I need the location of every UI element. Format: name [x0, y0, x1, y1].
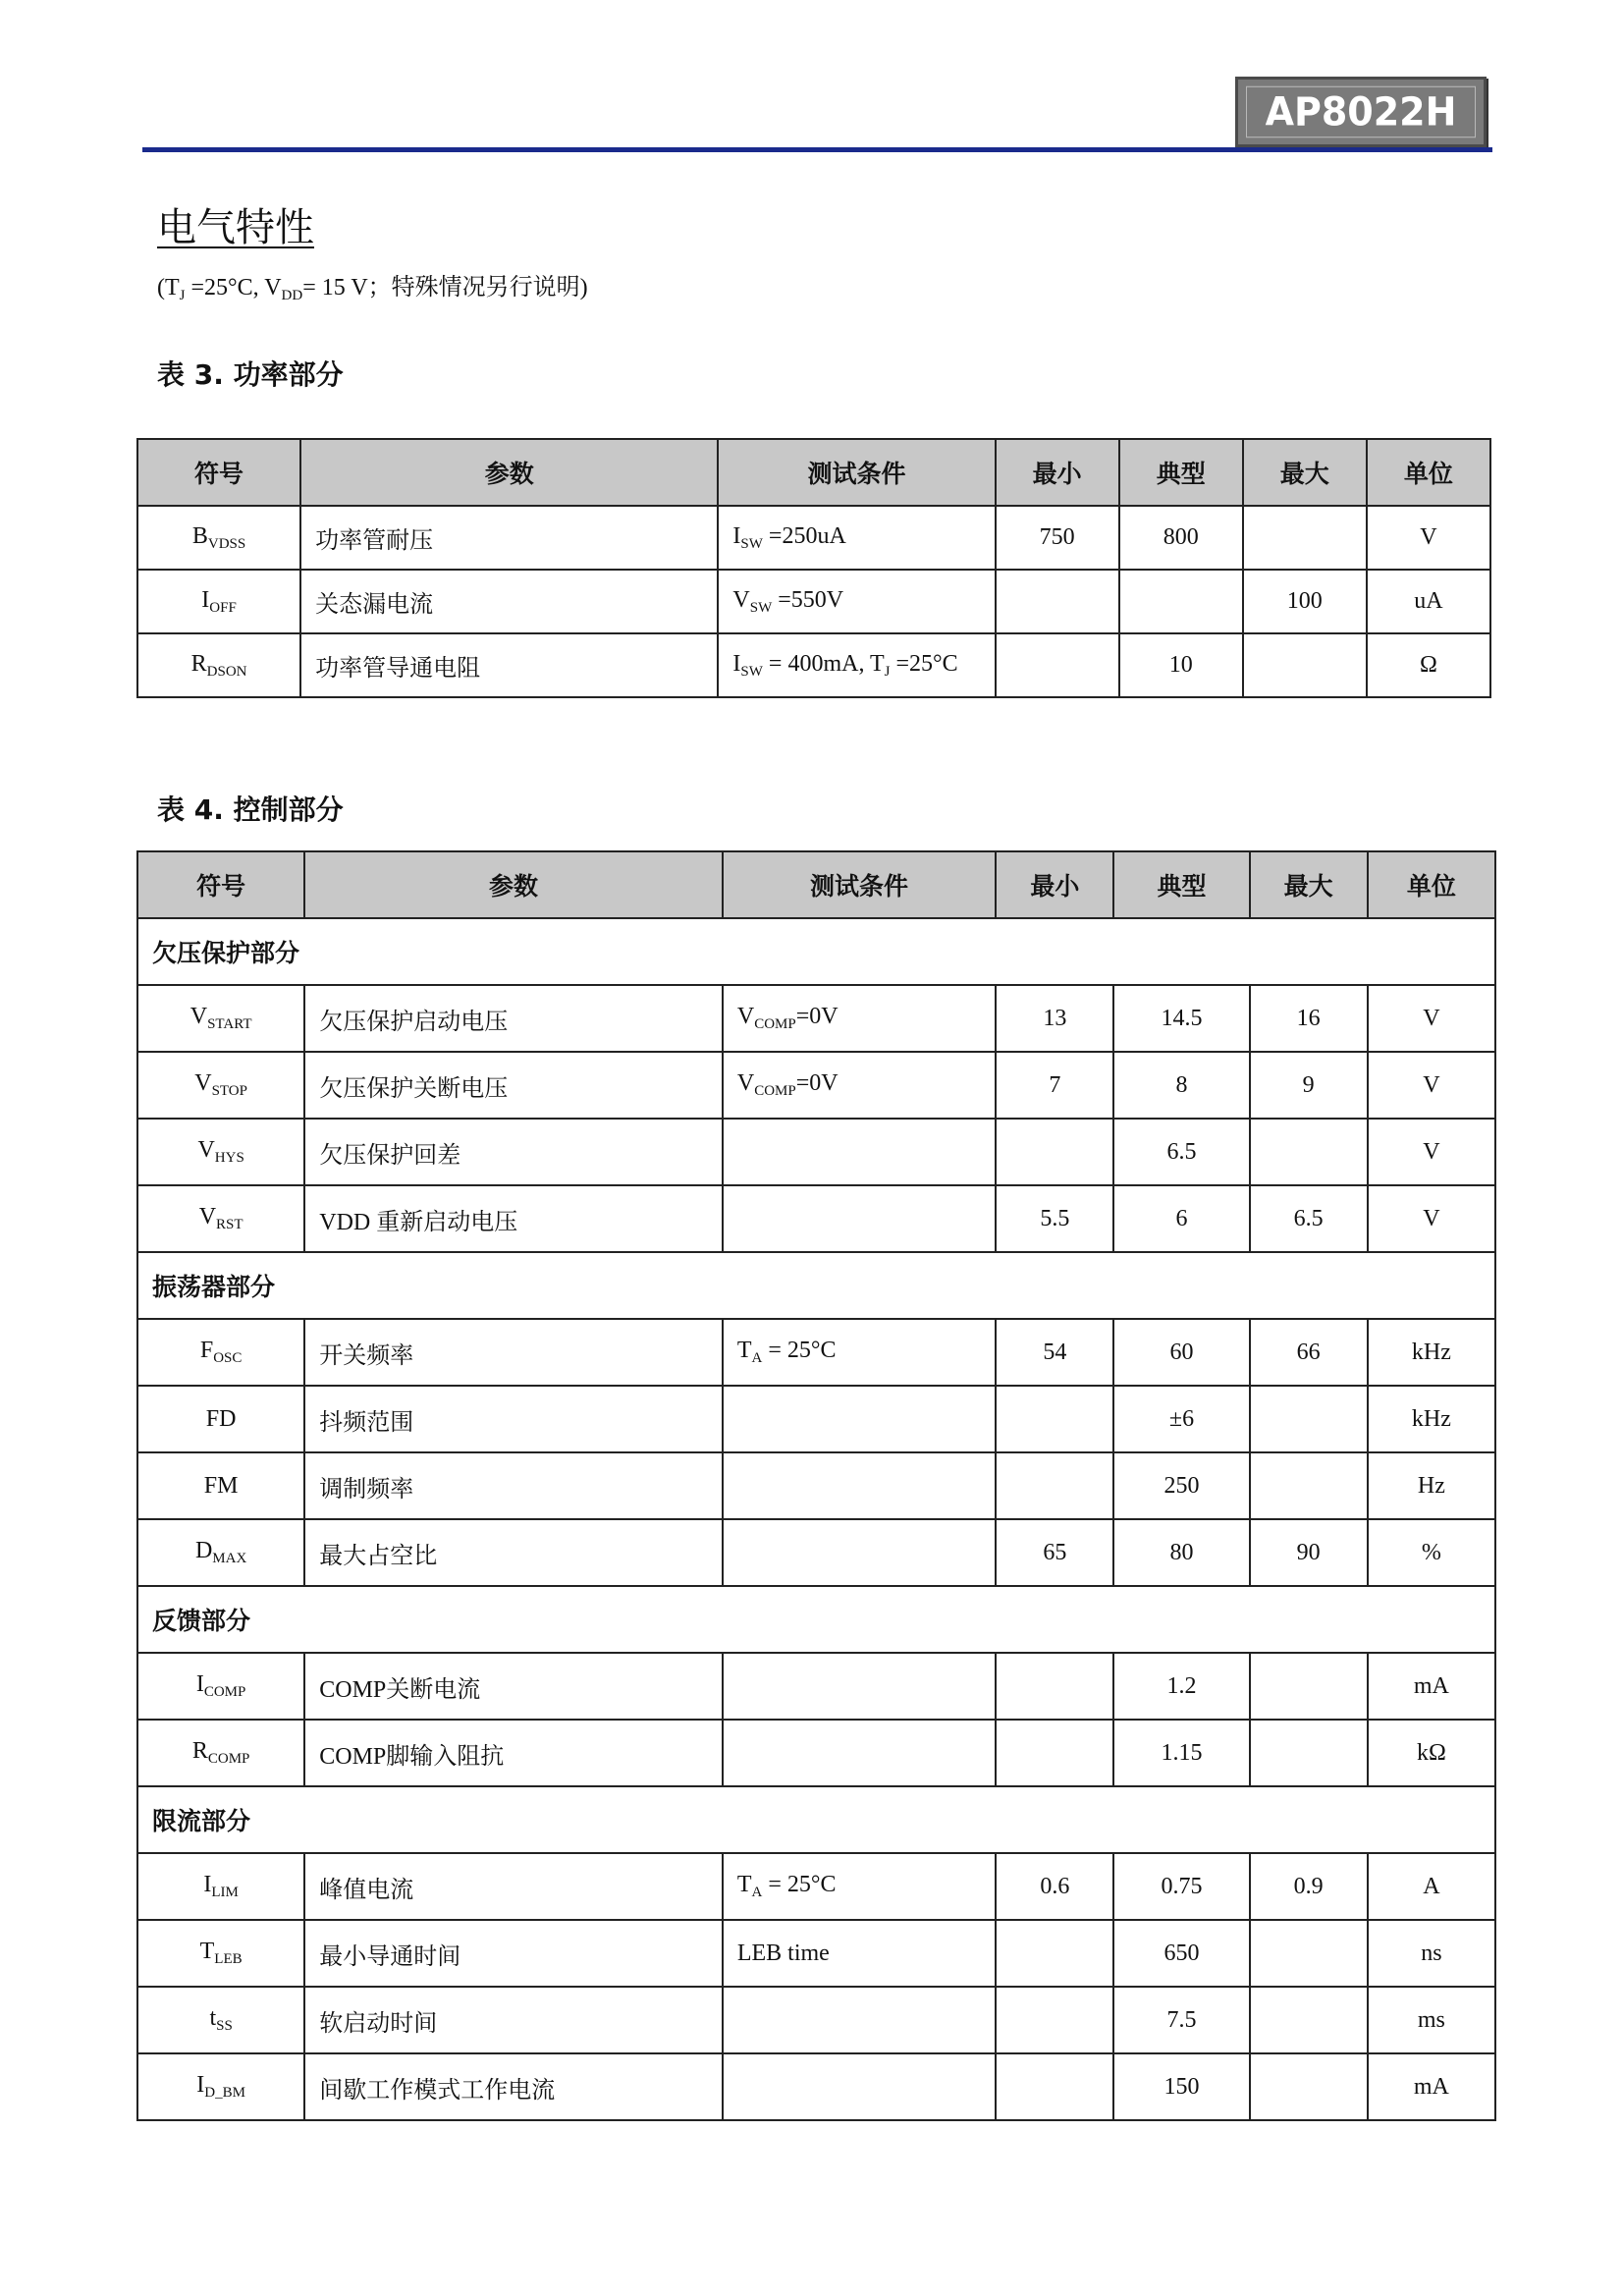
symbol-text: FD — [205, 1405, 237, 1432]
unit-cell: ms — [1368, 1987, 1495, 2053]
symbol-text: V — [194, 1070, 212, 1096]
symbol-cell — [137, 1920, 304, 1987]
condition-text: T — [736, 1338, 752, 1363]
symbol-subscript: RST — [216, 1217, 243, 1232]
symbol-cell — [137, 1452, 304, 1519]
min-cell: 750 — [996, 506, 1119, 570]
typ-cell: 10 — [1119, 633, 1243, 697]
condition-text: =250uA — [762, 522, 846, 549]
column-header: 参数 — [300, 439, 718, 506]
unit-cell: V — [1368, 1185, 1495, 1252]
min-cell — [996, 1386, 1113, 1452]
condition-cell — [723, 1720, 996, 1786]
column-header: 单位 — [1367, 439, 1490, 506]
condition-cell — [723, 1653, 996, 1720]
section-title: 反馈部分 — [137, 1586, 1495, 1653]
section-row — [137, 1252, 1495, 1319]
typ-cell: 7.5 — [1113, 1987, 1249, 2053]
typ-cell: 250 — [1113, 1452, 1249, 1519]
parameter-cell: 欠压保护关断电压 — [304, 1052, 723, 1119]
condition-cell — [723, 1185, 996, 1252]
parameter-cell: 峰值电流 — [304, 1853, 723, 1920]
condition-cell — [723, 1386, 996, 1452]
condition-cell — [718, 506, 995, 570]
condition-text: =0V — [795, 1070, 839, 1096]
condition-text: I — [732, 650, 741, 677]
symbol-text: I — [195, 1671, 204, 1697]
condition-cell — [723, 1452, 996, 1519]
table-row — [137, 1386, 1495, 1452]
symbol-cell — [137, 1052, 304, 1119]
parameter-cell: 开关频率 — [304, 1319, 723, 1386]
column-header: 符号 — [137, 851, 304, 918]
column-header: 单位 — [1368, 851, 1495, 918]
table-header-row — [137, 851, 1495, 918]
section-title: 限流部分 — [137, 1786, 1495, 1853]
max-cell — [1250, 1920, 1368, 1987]
symbol-text: V — [198, 1204, 217, 1230]
typ-cell: ±6 — [1113, 1386, 1249, 1452]
symbol-subscript: LIM — [211, 1885, 239, 1900]
min-cell: 5.5 — [996, 1185, 1113, 1252]
symbol-cell — [137, 985, 304, 1052]
unit-cell: V — [1368, 985, 1495, 1052]
symbol-cell — [137, 1519, 304, 1586]
unit-cell: Ω — [1367, 633, 1490, 697]
symbol-text: D — [194, 1538, 213, 1563]
section-title: 振荡器部分 — [137, 1252, 1495, 1319]
table-row — [137, 1519, 1495, 1586]
table-row — [137, 1653, 1495, 1720]
section-row — [137, 1786, 1495, 1853]
min-cell — [996, 1720, 1113, 1786]
symbol-text: T — [199, 1939, 215, 1964]
symbol-text: R — [190, 650, 207, 677]
condition-subscript: COMP — [754, 1083, 796, 1099]
condition-subscript: A — [751, 1350, 763, 1366]
table-row — [137, 1185, 1495, 1252]
condition-cell — [723, 1319, 996, 1386]
parameter-cell: 抖频范围 — [304, 1386, 723, 1452]
max-cell: 9 — [1250, 1052, 1368, 1119]
symbol-subscript: D_BM — [204, 2085, 245, 2101]
unit-cell: mA — [1368, 1653, 1495, 1720]
symbol-cell — [137, 1720, 304, 1786]
min-cell — [996, 1987, 1113, 2053]
column-header: 参数 — [304, 851, 723, 918]
table-row — [137, 1720, 1495, 1786]
symbol-subscript: SS — [216, 2018, 233, 2034]
symbol-cell — [137, 1319, 304, 1386]
condition-cell — [723, 985, 996, 1052]
condition-cell — [723, 1519, 996, 1586]
condition-text: = 25°C — [762, 1338, 837, 1363]
min-cell — [996, 1452, 1113, 1519]
condition-text: V — [736, 1070, 755, 1096]
max-cell — [1250, 1119, 1368, 1185]
symbol-text: FM — [203, 1472, 239, 1499]
unit-cell: V — [1368, 1119, 1495, 1185]
parameter-cell: COMP脚输入阻抗 — [304, 1720, 723, 1786]
condition-cell — [723, 2053, 996, 2120]
column-header: 最大 — [1243, 439, 1367, 506]
max-cell: 6.5 — [1250, 1185, 1368, 1252]
symbol-cell — [137, 1119, 304, 1185]
max-cell: 100 — [1243, 570, 1367, 633]
symbol-text: t — [209, 2005, 217, 2031]
typ-cell: 650 — [1113, 1920, 1249, 1987]
typ-cell: 150 — [1113, 2053, 1249, 2120]
table-row — [137, 570, 1490, 633]
symbol-subscript: OSC — [213, 1350, 243, 1366]
max-cell: 0.9 — [1250, 1853, 1368, 1920]
max-cell — [1250, 1452, 1368, 1519]
max-cell — [1250, 1653, 1368, 1720]
unit-cell: kΩ — [1368, 1720, 1495, 1786]
parameter-cell: 最大占空比 — [304, 1519, 723, 1586]
max-cell — [1250, 2053, 1368, 2120]
max-cell: 90 — [1250, 1519, 1368, 1586]
column-header: 典型 — [1113, 851, 1249, 918]
min-cell — [996, 570, 1119, 633]
condition-cell — [723, 1853, 996, 1920]
typ-cell: 14.5 — [1113, 985, 1249, 1052]
parameter-cell: 最小导通时间 — [304, 1920, 723, 1987]
symbol-text: R — [191, 1738, 208, 1764]
parameter-cell: 软启动时间 — [304, 1987, 723, 2053]
symbol-cell — [137, 633, 300, 697]
table3-caption: 表 3. 功率部分 — [157, 358, 344, 391]
symbol-text: V — [197, 1137, 215, 1163]
symbol-text: B — [191, 522, 208, 549]
typ-cell: 0.75 — [1113, 1853, 1249, 1920]
min-cell — [996, 1653, 1113, 1720]
condition-text: V — [736, 1004, 755, 1029]
test-conditions: ($T_J =25^\circ C$, $V_{DD}= 15$ V；特殊情况另行说明) — [157, 275, 588, 303]
column-header: 典型 — [1119, 439, 1243, 506]
min-cell: 13 — [996, 985, 1113, 1052]
column-header: 测试条件 — [723, 851, 996, 918]
symbol-text: F — [199, 1338, 214, 1363]
min-cell — [996, 2053, 1113, 2120]
min-cell — [996, 1920, 1113, 1987]
section-row — [137, 918, 1495, 985]
symbol-subscript: HYS — [214, 1150, 244, 1166]
symbol-cell — [137, 506, 300, 570]
min-cell: 0.6 — [996, 1853, 1113, 1920]
symbol-subscript: LEB — [214, 1951, 243, 1967]
typ-cell: 6.5 — [1113, 1119, 1249, 1185]
condition-subscript: COMP — [754, 1016, 796, 1032]
typ-cell: 1.2 — [1113, 1653, 1249, 1720]
part-number-badge — [1235, 77, 1487, 147]
symbol-subscript: COMP — [207, 1751, 250, 1767]
condition-subscript: SW — [740, 535, 763, 552]
column-header: 测试条件 — [718, 439, 995, 506]
condition-text: = 400mA, T — [762, 650, 885, 677]
column-header: 符号 — [137, 439, 300, 506]
typ-cell: 60 — [1113, 1319, 1249, 1386]
symbol-cell — [137, 2053, 304, 2120]
table-row — [137, 1452, 1495, 1519]
parameter-cell: VDD 重新启动电压 — [304, 1185, 723, 1252]
symbol-cell — [137, 1653, 304, 1720]
parameter-cell: COMP关断电流 — [304, 1653, 723, 1720]
control-table — [136, 850, 1496, 2121]
typ-cell: 80 — [1113, 1519, 1249, 1586]
parameter-cell: 欠压保护回差 — [304, 1119, 723, 1185]
column-header: 最小 — [996, 851, 1113, 918]
table-row — [137, 1052, 1495, 1119]
parameter-cell: 调制频率 — [304, 1452, 723, 1519]
typ-cell: 8 — [1113, 1052, 1249, 1119]
condition-text: =25°C — [890, 650, 958, 677]
table-row — [137, 633, 1490, 697]
symbol-subscript: COMP — [203, 1684, 246, 1700]
unit-cell: ns — [1368, 1920, 1495, 1987]
symbol-cell — [137, 1853, 304, 1920]
condition-cell — [718, 633, 995, 697]
symbol-cell — [137, 570, 300, 633]
typ-cell: 1.15 — [1113, 1720, 1249, 1786]
unit-cell: kHz — [1368, 1386, 1495, 1452]
symbol-text: V — [189, 1004, 208, 1029]
symbol-text: I — [196, 2072, 205, 2098]
symbol-text: I — [201, 586, 210, 613]
condition-cell — [723, 1119, 996, 1185]
parameter-cell: 功率管导通电阻 — [300, 633, 718, 697]
symbol-subscript: START — [207, 1016, 252, 1032]
condition-text: I — [732, 522, 741, 549]
symbol-subscript: OFF — [209, 599, 237, 616]
max-cell — [1250, 1987, 1368, 2053]
parameter-cell: 间歇工作模式工作电流 — [304, 2053, 723, 2120]
condition-text: =0V — [795, 1004, 839, 1029]
table-row — [137, 506, 1490, 570]
min-cell — [996, 1119, 1113, 1185]
condition-subscript: SW — [749, 599, 773, 616]
table4-caption: 表 4. 控制部分 — [157, 793, 344, 826]
parameter-cell: 功率管耐压 — [300, 506, 718, 570]
table-header-row — [137, 439, 1490, 506]
unit-cell: uA — [1367, 570, 1490, 633]
condition-cell — [723, 1052, 996, 1119]
unit-cell: A — [1368, 1853, 1495, 1920]
condition-text: =550V — [772, 586, 844, 613]
table-row — [137, 1853, 1495, 1920]
section-title: 欠压保护部分 — [137, 918, 1495, 985]
parameter-cell: 欠压保护启动电压 — [304, 985, 723, 1052]
symbol-cell — [137, 1185, 304, 1252]
condition-text: = 25°C — [762, 1872, 837, 1897]
max-cell — [1250, 1386, 1368, 1452]
unit-cell: V — [1368, 1052, 1495, 1119]
table-row — [137, 1920, 1495, 1987]
max-cell — [1243, 633, 1367, 697]
typ-cell: 6 — [1113, 1185, 1249, 1252]
symbol-subscript: STOP — [211, 1083, 247, 1099]
min-cell: 65 — [996, 1519, 1113, 1586]
min-cell: 7 — [996, 1052, 1113, 1119]
symbol-text: I — [203, 1872, 212, 1897]
condition-cell — [723, 1920, 996, 1987]
max-cell — [1243, 506, 1367, 570]
max-cell — [1250, 1720, 1368, 1786]
symbol-cell — [137, 1386, 304, 1452]
power-table — [136, 438, 1491, 698]
condition-subscript: J — [884, 663, 891, 680]
condition-text: LEB time — [736, 1940, 830, 1966]
symbol-subscript: MAX — [212, 1551, 247, 1566]
min-cell — [996, 633, 1119, 697]
table-row — [137, 985, 1495, 1052]
part-number: AP8022H — [1246, 86, 1476, 138]
symbol-subscript: DSON — [206, 663, 247, 680]
header-rule — [142, 147, 1492, 152]
max-cell: 66 — [1250, 1319, 1368, 1386]
table-row — [137, 1987, 1495, 2053]
symbol-cell — [137, 1987, 304, 2053]
typ-cell: 800 — [1119, 506, 1243, 570]
max-cell: 16 — [1250, 985, 1368, 1052]
condition-text: T — [736, 1872, 752, 1897]
section-row — [137, 1586, 1495, 1653]
condition-subscript: SW — [740, 663, 763, 680]
symbol-subscript: VDSS — [207, 535, 246, 552]
table-row — [137, 1319, 1495, 1386]
unit-cell: % — [1368, 1519, 1495, 1586]
unit-cell: V — [1367, 506, 1490, 570]
table-row — [137, 2053, 1495, 2120]
table-row — [137, 1119, 1495, 1185]
condition-subscript: A — [751, 1885, 763, 1900]
typ-cell — [1119, 570, 1243, 633]
column-header: 最大 — [1250, 851, 1368, 918]
parameter-cell: 关态漏电流 — [300, 570, 718, 633]
unit-cell: mA — [1368, 2053, 1495, 2120]
condition-text: V — [732, 586, 750, 613]
unit-cell: kHz — [1368, 1319, 1495, 1386]
condition-cell — [723, 1987, 996, 2053]
condition-cell — [718, 570, 995, 633]
unit-cell: Hz — [1368, 1452, 1495, 1519]
column-header: 最小 — [996, 439, 1119, 506]
page-title: 电气特性 — [157, 205, 314, 250]
min-cell: 54 — [996, 1319, 1113, 1386]
